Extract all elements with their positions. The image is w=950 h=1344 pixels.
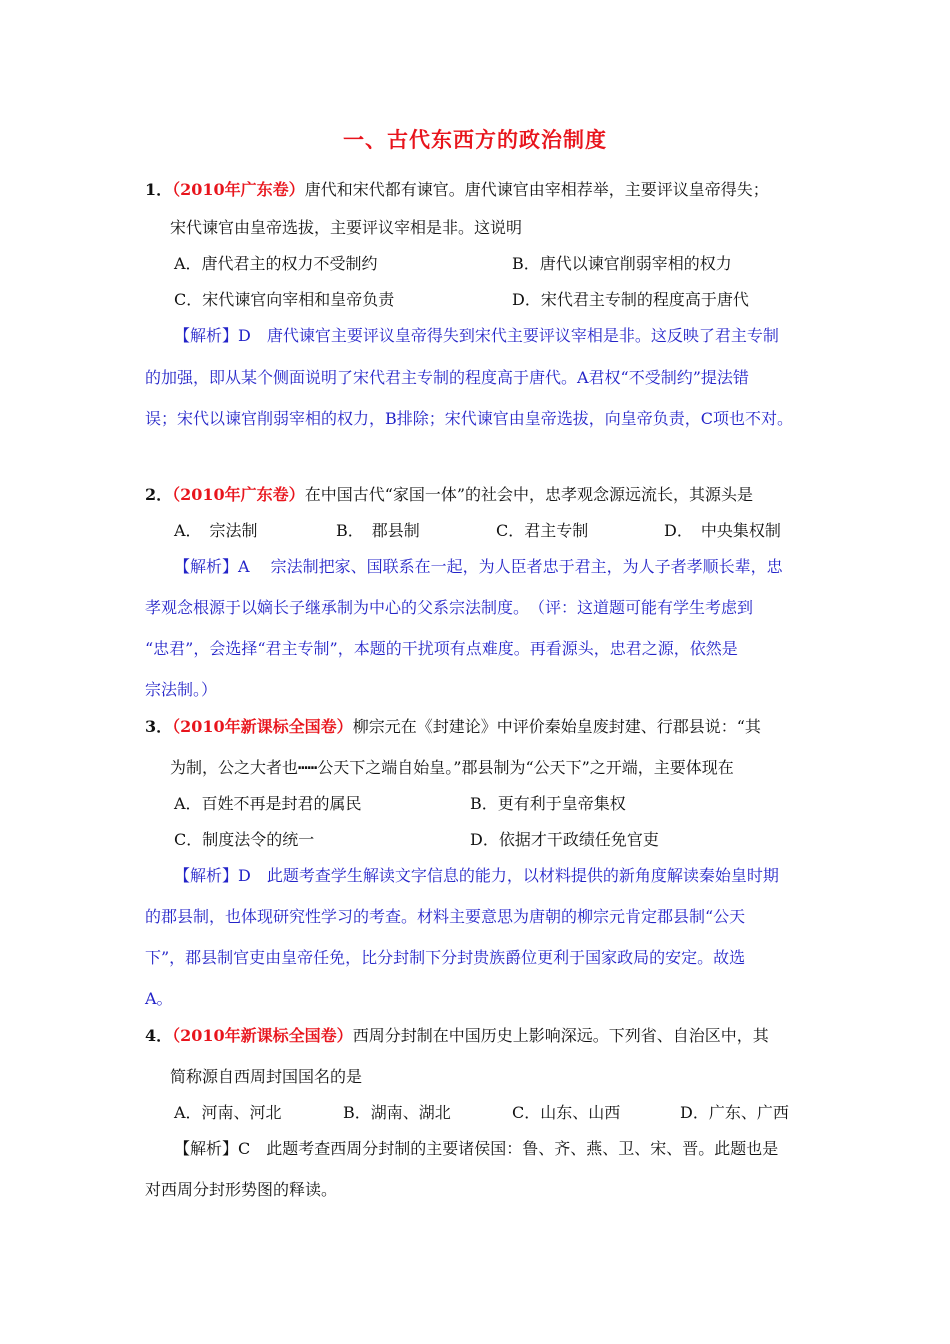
question-2-option-c: C．君主专制 — [496, 521, 589, 540]
question-3-analysis-line-3: 下”，郡县制官吏由皇帝任免，比分封制下分封贵族爵位更利于国家政局的安定。故选 — [145, 948, 746, 967]
section-title: 一、古代东西方的政治制度 — [343, 127, 607, 152]
question-4-stem-text: 西周分封制在中国历史上影响深远。下列省、自治区中，其 — [352, 1026, 769, 1045]
question-3-analysis-line-4: A。 — [145, 989, 173, 1008]
question-2-analysis-line-1: 【解析】A 宗法制把家、国联系在一起，为人臣者忠于君主，为人子者孝顺长辈，忠 — [174, 557, 783, 576]
question-1-option-c: C．宋代谏官向宰相和皇帝负责 — [174, 290, 395, 309]
question-1-analysis-line-2: 的加强，即从某个侧面说明了宋代君主专制的程度高于唐代。A君权“不受制约”提法错 — [145, 368, 749, 387]
question-3-stem-line-1 — [145, 717, 761, 737]
question-2-stem-text: 在中国古代“家国一体”的社会中，忠孝观念源远流长，其源头是 — [304, 485, 754, 504]
question-2-stem-line-1 — [145, 485, 753, 505]
question-1-source: （2010年广东卷） — [172, 180, 305, 199]
question-1-stem-line-1 — [145, 180, 769, 200]
question-2-number: 2． — [145, 485, 173, 504]
question-4-analysis-line-1: 【解析】C 此题考查西周分封制的主要诸侯国：鲁、齐、燕、卫、宋、晋。此题也是 — [174, 1139, 779, 1158]
question-4-stem-line-1 — [145, 1026, 769, 1046]
question-1-analysis-line-3: 误；宋代以谏官削弱宰相的权力，B排除；宋代谏官由皇帝选拔，向皇帝负责，C项也不对。 — [145, 409, 794, 428]
question-4-stem-line-2: 简称源自西周封国国名的是 — [170, 1067, 363, 1086]
question-1-option-d: D．宋代君主专制的程度高于唐代 — [512, 290, 749, 309]
question-2-option-a: A． 宗法制 — [174, 521, 258, 540]
question-2-analysis-line-2: 孝观念根源于以嫡长子继承制为中心的父系宗法制度。 （评：这道题可能有学生考虑到 — [145, 598, 754, 617]
question-2-option-b: B． 郡县制 — [336, 521, 420, 540]
question-1-stem-line-2: 宋代谏官由皇帝选拔，主要评议宰相是非。这说明 — [170, 218, 523, 237]
question-3-stem-line-2: 为制，公之大者也┅┅公天下之端自始皇。”郡县制为“公天下”之开端，主要体现在 — [170, 758, 734, 777]
question-1-number: 1． — [145, 180, 173, 199]
question-2-source: （2010年广东卷） — [172, 485, 305, 504]
question-4-analysis-line-2: 对西周分封形势图的释读。 — [145, 1180, 338, 1199]
question-3-stem-text: 柳宗元在《封建论》中评价秦始皇废封建、行郡县说：“其 — [352, 717, 761, 736]
question-1-stem-text: 唐代和宋代都有谏官。唐代谏官由宰相荐举，主要评议皇帝得失； — [304, 180, 769, 199]
question-3-option-c: C．制度法令的统一 — [174, 830, 315, 849]
question-2-option-d: D． 中央集权制 — [664, 521, 781, 540]
question-3-number: 3． — [145, 717, 173, 736]
question-1-option-b: B．唐代以谏官削弱宰相的权力 — [512, 254, 732, 273]
question-2-analysis-line-3: “忠君”，会选择“君主专制”，本题的干扰项有点难度。再看源头，忠君之源，依然是 — [145, 639, 738, 658]
question-4-option-b: B．湖南、湖北 — [343, 1103, 451, 1122]
question-3-option-d: D．依据才干政绩任免官吏 — [470, 830, 659, 849]
question-1-analysis-line-1: 【解析】D 唐代谏官主要评议皇帝得失到宋代主要评议宰相是非。这反映了君主专制 — [174, 326, 779, 345]
question-4-option-a: A．河南、河北 — [174, 1103, 282, 1122]
question-3-source: （2010年新课标全国卷） — [172, 717, 353, 736]
question-4-option-d: D．广东、广西 — [680, 1103, 789, 1122]
question-3-option-a: A．百姓不再是封君的属民 — [174, 794, 362, 813]
question-4-number: 4． — [145, 1026, 173, 1045]
question-3-analysis-line-1: 【解析】D 此题考查学生解读文字信息的能力，以材料提供的新角度解读秦始皇时期 — [174, 866, 779, 885]
question-1-option-a: A．唐代君主的权力不受制约 — [174, 254, 378, 273]
question-2-analysis-line-4: 宗法制。） — [145, 680, 218, 699]
question-3-option-b: B．更有利于皇帝集权 — [470, 794, 626, 813]
question-3-analysis-line-2: 的郡县制，也体现研究性学习的考查。材料主要意思为唐朝的柳宗元肯定郡县制“公天 — [145, 907, 746, 926]
question-4-option-c: C．山东、山西 — [512, 1103, 621, 1122]
question-4-source: （2010年新课标全国卷） — [172, 1026, 353, 1045]
